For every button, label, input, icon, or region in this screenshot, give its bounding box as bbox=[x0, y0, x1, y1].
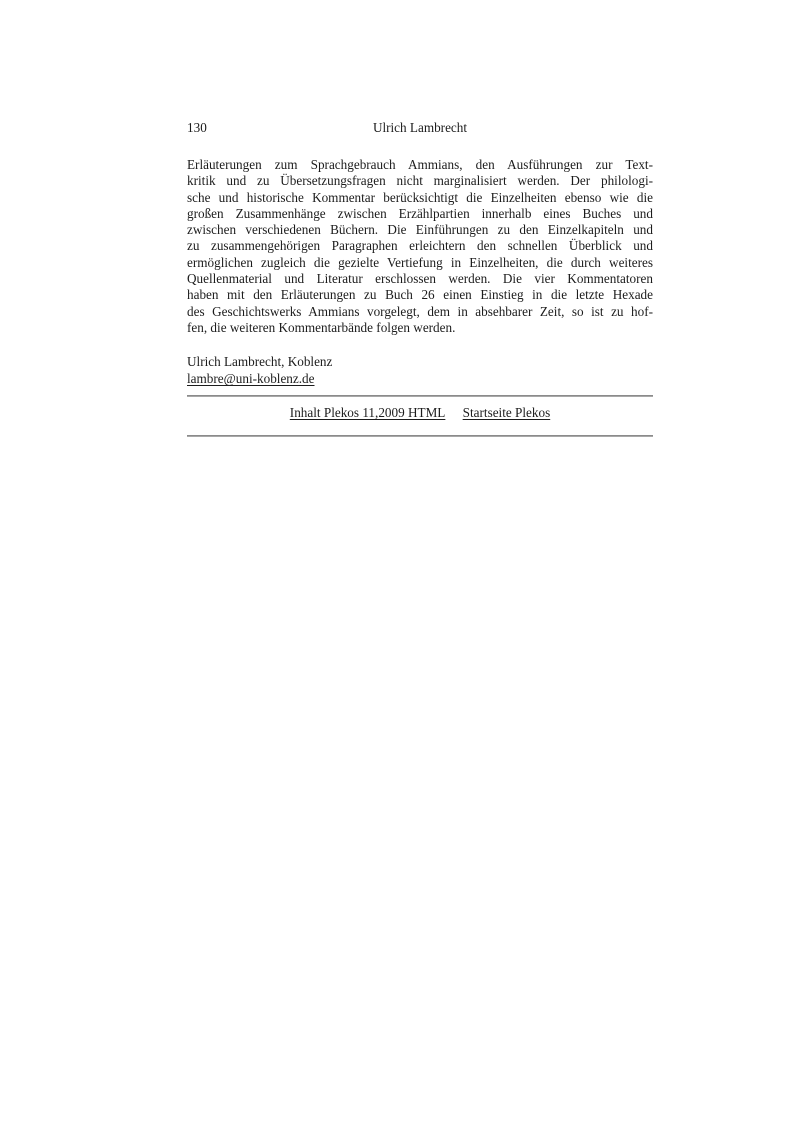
horizontal-rule-top bbox=[187, 395, 653, 397]
text-block bbox=[187, 119, 653, 437]
paragraph-line: haben mit den Erläuterungen zu Buch 26 einen Einstieg in die letzte Hexade bbox=[187, 287, 653, 303]
paragraph-line: des Geschichtswerks Ammians vorgelegt, dem in absehbarer Zeit, so ist zu hof- bbox=[187, 303, 653, 319]
running-head: Ulrich Lambrecht bbox=[372, 120, 468, 135]
article-paragraph bbox=[187, 157, 653, 336]
page-number: 130 bbox=[187, 120, 207, 135]
paragraph-line: zu zusammengehörigen Paragraphen erleichtern den schnellen Überblick und bbox=[187, 238, 653, 254]
paragraph-line: großen Zusammenhänge zwischen Erzählpartien innerhalb eines Buches und bbox=[187, 205, 653, 221]
paragraph-line: kritik und zu Übersetzungsfragen nicht marginalisiert werden. Der philologi- bbox=[187, 173, 653, 189]
home-link[interactable]: Startseite Plekos bbox=[462, 405, 551, 421]
paragraph-line: ermöglichen zugleich die gezielte Vertiefung in Einzelheiten, die durch weiteres bbox=[187, 254, 653, 270]
horizontal-rule-bottom bbox=[187, 435, 653, 437]
email-link[interactable]: lambre@uni-koblenz.de bbox=[187, 371, 315, 387]
signature-block bbox=[187, 353, 653, 387]
paragraph-line: Quellenmaterial und Literatur erschlossen werden. Die vier Kommentatoren bbox=[187, 271, 653, 287]
page-header bbox=[187, 119, 653, 136]
paragraph-line: fen, die weiteren Kommentarbände folgen werden. bbox=[187, 319, 456, 335]
email-line bbox=[187, 370, 653, 387]
contents-link[interactable]: Inhalt Plekos 11,2009 HTML bbox=[289, 405, 446, 421]
paragraph-line: zwischen verschiedenen Büchern. Die Einführungen zu den Einzelkapiteln und bbox=[187, 222, 653, 238]
paragraph-line: sche und historische Kommentar berücksichtigt die Einzelheiten ebenso wie die bbox=[187, 189, 653, 205]
paragraph-line: Erläuterungen zum Sprachgebrauch Ammians, den Ausführungen zur Text- bbox=[187, 157, 653, 172]
footer-nav bbox=[187, 404, 653, 421]
author-line: Ulrich Lambrecht, Koblenz bbox=[187, 354, 333, 370]
